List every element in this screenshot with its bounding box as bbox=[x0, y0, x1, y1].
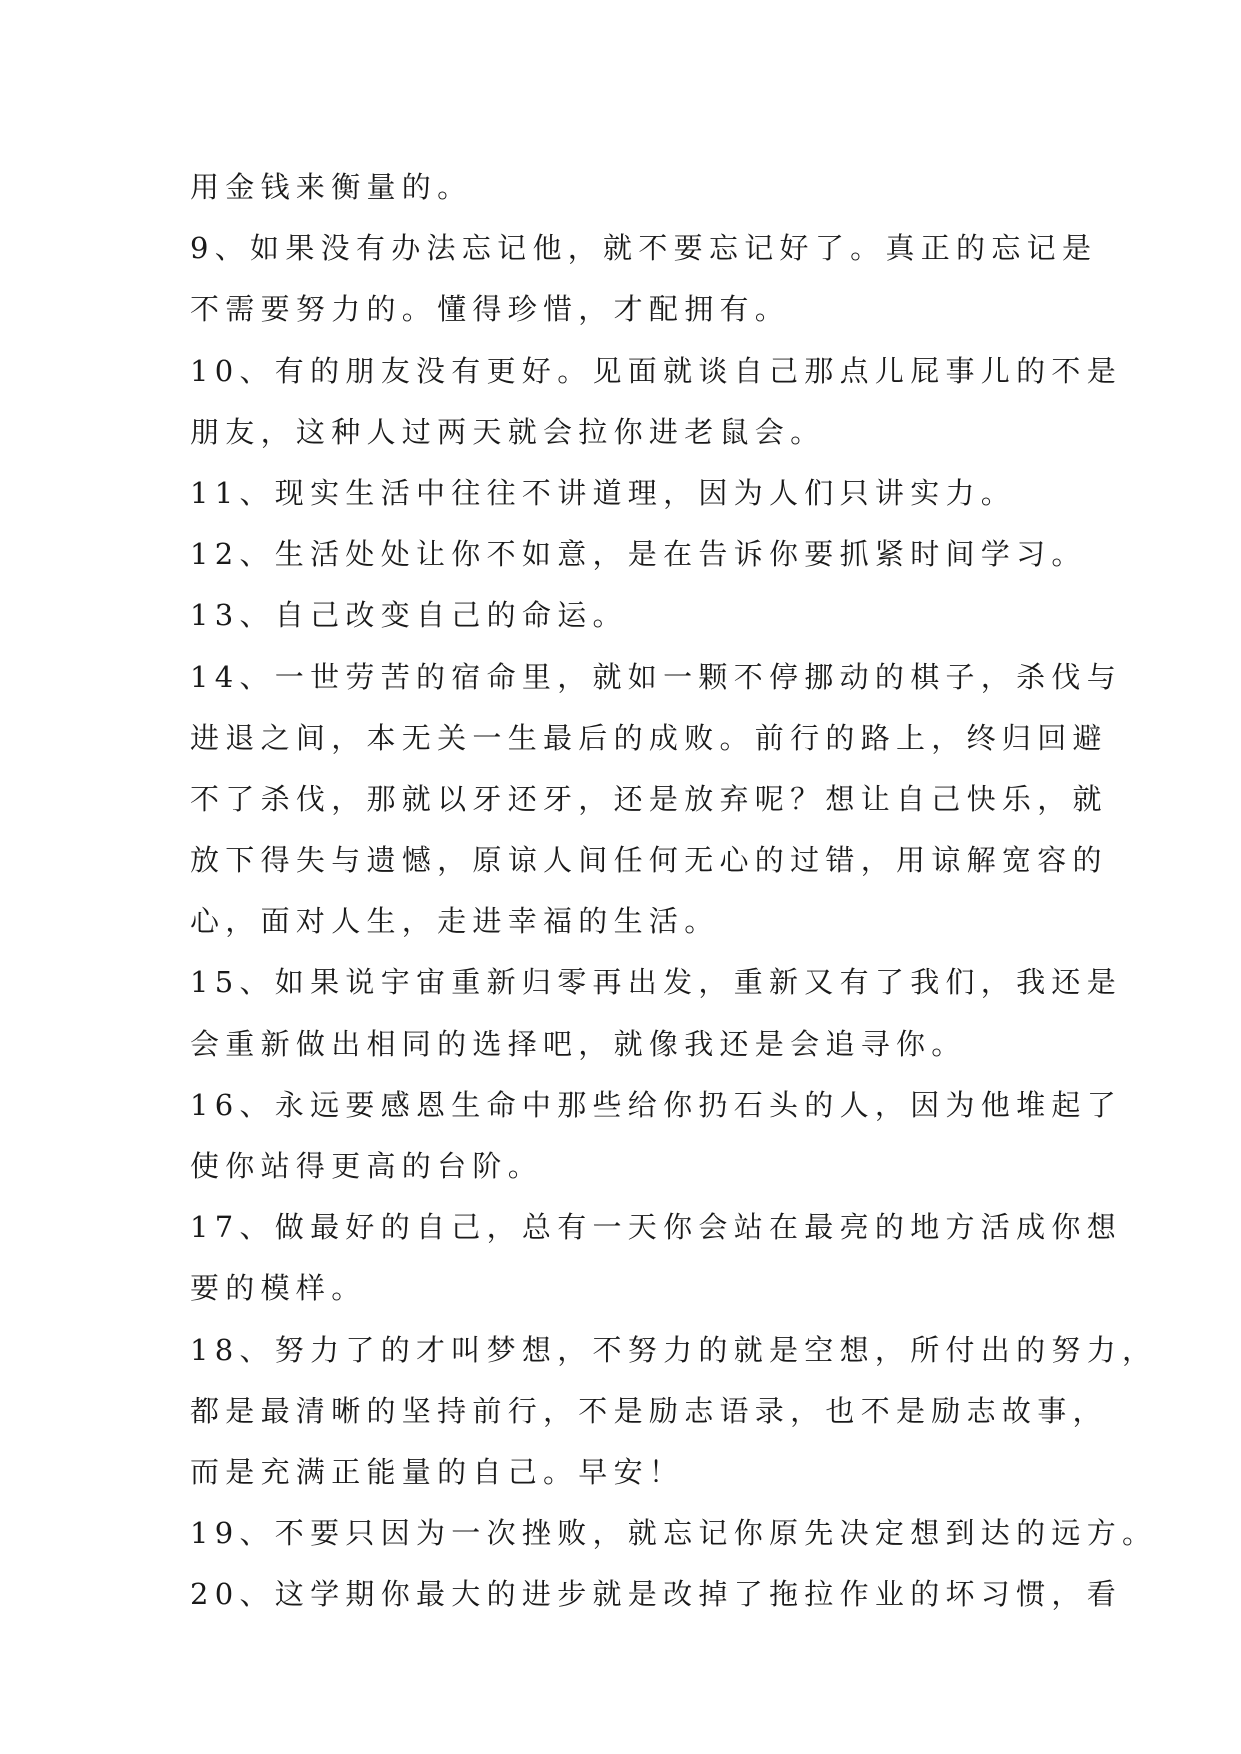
text-line: 不需要努力的。懂得珍惜，才配拥有。 bbox=[190, 292, 791, 327]
text-line: 而是充满正能量的自己。早安！ bbox=[190, 1454, 685, 1489]
text-line: 使你站得更高的台阶。 bbox=[190, 1149, 544, 1183]
text-line: 心，面对人生，走进幸福的生活。 bbox=[190, 904, 720, 939]
text-line: 18、努力了的才叫梦想，不努力的就是空想，所付出的努力， bbox=[190, 1332, 1158, 1367]
text-line: 朋友，这种人过两天就会拉你进老鼠会。 bbox=[190, 414, 826, 449]
text-line: 12、生活处处让你不如意，是在告诉你要抓紧时间学习。 bbox=[190, 537, 1087, 572]
text-line: 17、做最好的自己，总有一天你会站在最亮的地方活成你想 bbox=[190, 1210, 1123, 1245]
text-line: 19、不要只因为一次挫败，就忘记你原先决定想到达的远方。 bbox=[190, 1516, 1158, 1551]
text-line: 16、永远要感恩生命中那些给你扔石头的人，因为他堆起了 bbox=[190, 1087, 1123, 1122]
text-line: 不了杀伐，那就以牙还牙，还是放弃呢？想让自己快乐，就 bbox=[190, 781, 1108, 816]
text-line: 进退之间，本无关一生最后的成败。前行的路上，终归回避 bbox=[190, 720, 1108, 755]
text-line: 会重新做出相同的选择吧，就像我还是会追寻你。 bbox=[190, 1026, 967, 1061]
text-line: 10、有的朋友没有更好。见面就谈自己那点儿屁事儿的不是 bbox=[190, 353, 1123, 388]
text-line: 14、一世劳苦的宿命里，就如一颗不停挪动的棋子，杀伐与 bbox=[190, 659, 1123, 694]
text-line: 15、如果说宇宙重新归零再出发，重新又有了我们，我还是 bbox=[190, 965, 1123, 1000]
document-body bbox=[190, 157, 1158, 1626]
text-line: 都是最清晰的坚持前行，不是励志语录，也不是励志故事， bbox=[190, 1393, 1108, 1428]
text-line: 用金钱来衡量的。 bbox=[190, 170, 473, 204]
text-line: 20、这学期你最大的进步就是改掉了拖拉作业的坏习惯，看 bbox=[190, 1577, 1123, 1612]
text-line: 9、如果没有办法忘记他，就不要忘记好了。真正的忘记是 bbox=[190, 231, 1098, 266]
text-line: 放下得失与遗憾，原谅人间任何无心的过错，用谅解宽容的 bbox=[190, 843, 1108, 878]
text-line: 13、自己改变自己的命运。 bbox=[190, 598, 628, 633]
text-line: 要的模样。 bbox=[190, 1271, 367, 1306]
text-line: 11、现实生活中往往不讲道理，因为人们只讲实力。 bbox=[190, 475, 1017, 510]
